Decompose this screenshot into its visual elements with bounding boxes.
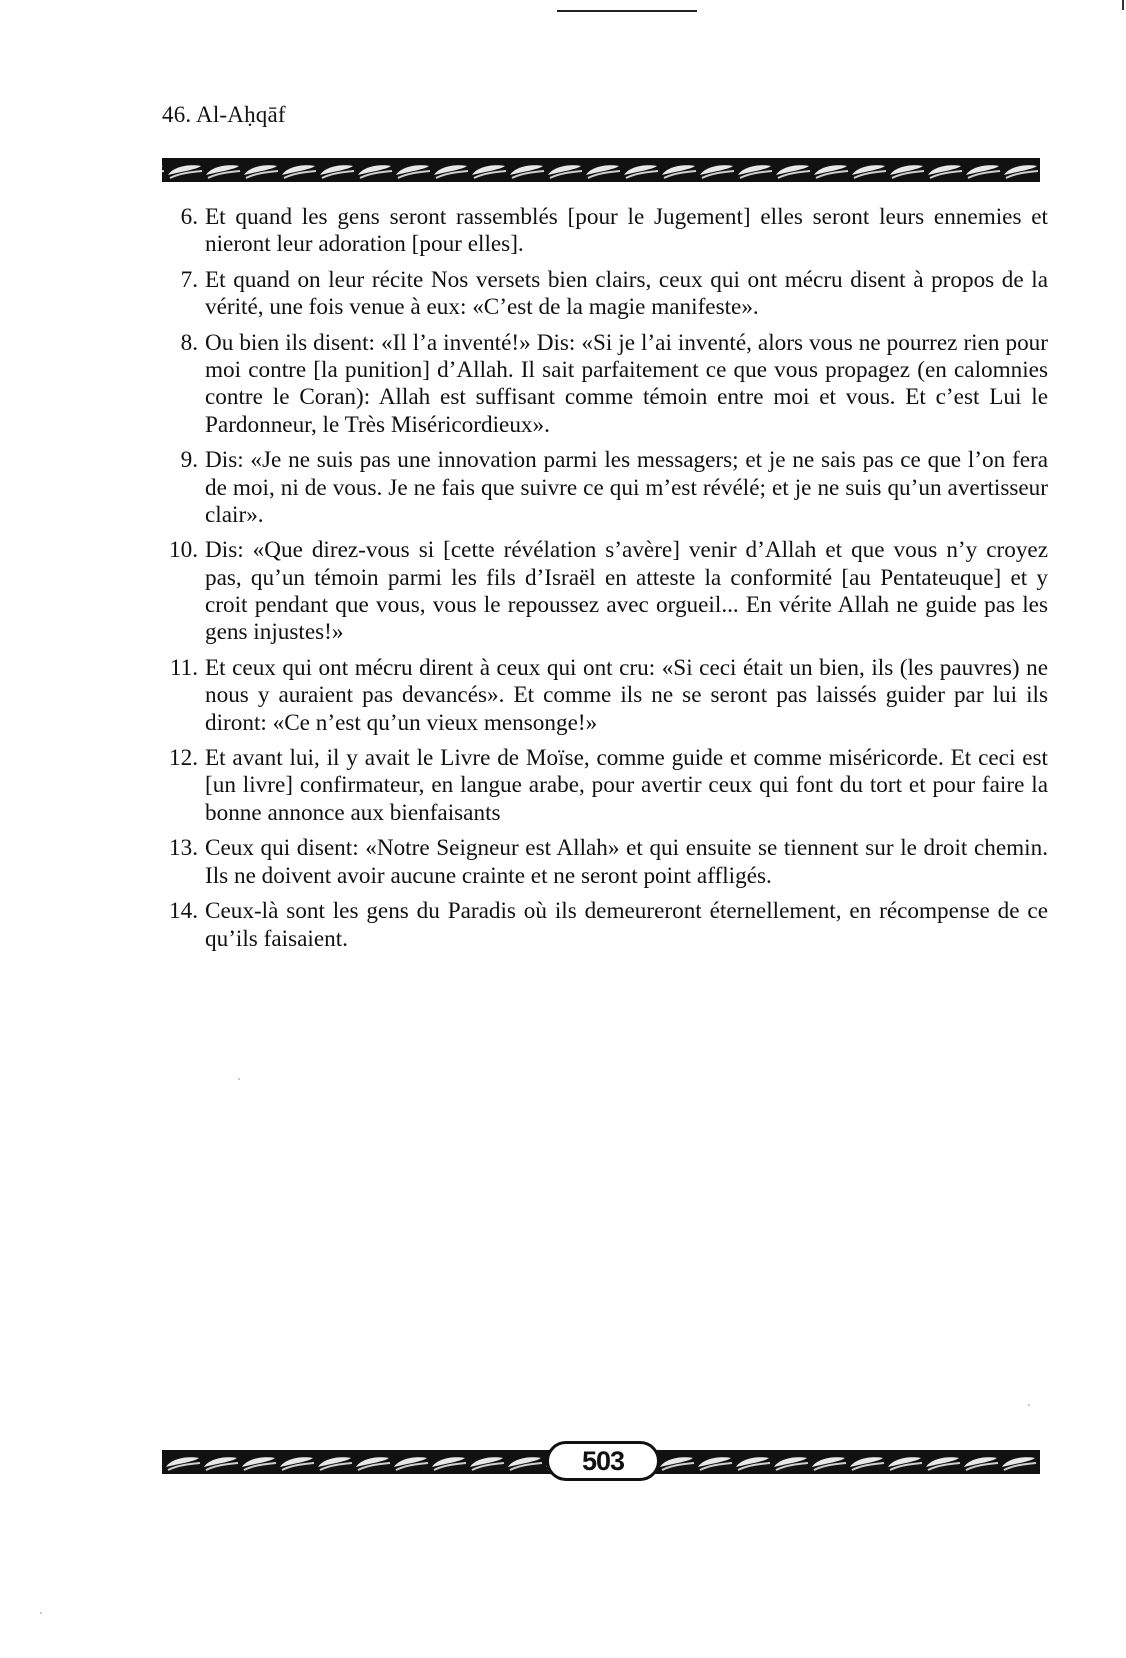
- verse-text: Et quand les gens seront rassemblés [pour le Jugement] elles seront leurs ennemies et nieront leur adoration [pour elles].: [205, 204, 1048, 258]
- verse-item: [162, 835, 1048, 890]
- running-head: 46. Al-Aḥqāf: [162, 102, 286, 127]
- ornament-band-top: [162, 158, 1040, 182]
- scan-speck: [40, 1612, 42, 1614]
- verse-number: 14.: [169, 898, 198, 925]
- verse-number: 12.: [169, 745, 198, 772]
- page-number: 503: [546, 1441, 660, 1481]
- top-rule: [557, 10, 697, 12]
- verse-item: [162, 655, 1048, 737]
- verse-list: [162, 204, 1048, 961]
- verse-number: 9.: [180, 447, 198, 474]
- verse-text: Dis: «Que direz-vous si [cette révélation s’avère] venir d’Allah et que vous n’y croyez pas, qu’un témoin parmi les fils d’Israël en atteste la conformité [au Pentateuque] et y croit pendant que vous, vous le repoussez avec orgueil... En vérite Allah ne guide pas les gens injustes!»: [205, 537, 1048, 646]
- verse-item: [162, 745, 1048, 827]
- verse-number: 11.: [169, 654, 198, 681]
- verse-item: [162, 330, 1048, 439]
- scan-speck: [238, 1078, 240, 1080]
- verse-text: Ceux-là sont les gens du Paradis où ils demeureront éternellement, en récompense de ce qu’ils faisaient.: [205, 898, 1048, 952]
- corner-mark: [1122, 0, 1124, 10]
- verse-text: Et quand on leur récite Nos versets bien clairs, ceux qui ont mécru disent à propos de la vérité, une fois venue à eux: «C’est de la magie manifeste».: [205, 266, 1048, 321]
- verse-text: Et ceux qui ont mécru dirent à ceux qui ont cru: «Si ceci était un bien, ils (les pauvres) ne nous y auraient pas devancés». Et comme ils ne se seront pas laissés guider par lui ils diront: «Ce n’est qu’un vieux mensonge!»: [205, 654, 1048, 736]
- chain-ornament-top: [162, 158, 1040, 182]
- verse-item: [162, 267, 1048, 322]
- verse-text: Dis: «Je ne suis pas une innovation parmi les messagers; et je ne sais pas ce que l’on fera de moi, ni de vous. Je ne fais que suivre ce qui m’est révélé; et je ne suis qu’un avertisseur clair».: [205, 447, 1048, 528]
- verse-number: 7.: [180, 266, 198, 293]
- verse-item: [162, 537, 1048, 646]
- verse-item: [162, 898, 1048, 953]
- verse-text: Ou bien ils disent: «Il l’a inventé!» Dis: «Si je l’ai inventé, alors vous ne pourrez rien pour moi contre [la punition] d’Allah. Il sait parfaitement ce que vous propagez (en calomnies contre le Coran): Allah est suffisant comme témoin entre moi et vous. Et c’est Lui le Pardonneur, le Très Miséricordieux».: [205, 329, 1048, 438]
- verse-number: 13.: [169, 835, 198, 862]
- verse-item: [162, 447, 1048, 529]
- scan-speck: [1028, 1404, 1030, 1406]
- verse-number: 10.: [169, 537, 198, 564]
- verse-text: Ceux qui disent: «Notre Seigneur est Allah» et qui ensuite se tiennent sur le droit chemin. Ils ne doivent avoir aucune crainte et ne seront point affligés.: [205, 835, 1048, 889]
- verse-number: 8.: [180, 329, 198, 356]
- verse-number: 6.: [180, 204, 198, 230]
- verse-item: [162, 204, 1048, 259]
- verse-text: Et avant lui, il y avait le Livre de Moïse, comme guide et comme miséricorde. Et ceci est [un livre] confirmateur, en langue arabe, pour avertir ceux qui font du tort et pour faire la bonne annonce aux bienfaisants: [205, 745, 1048, 826]
